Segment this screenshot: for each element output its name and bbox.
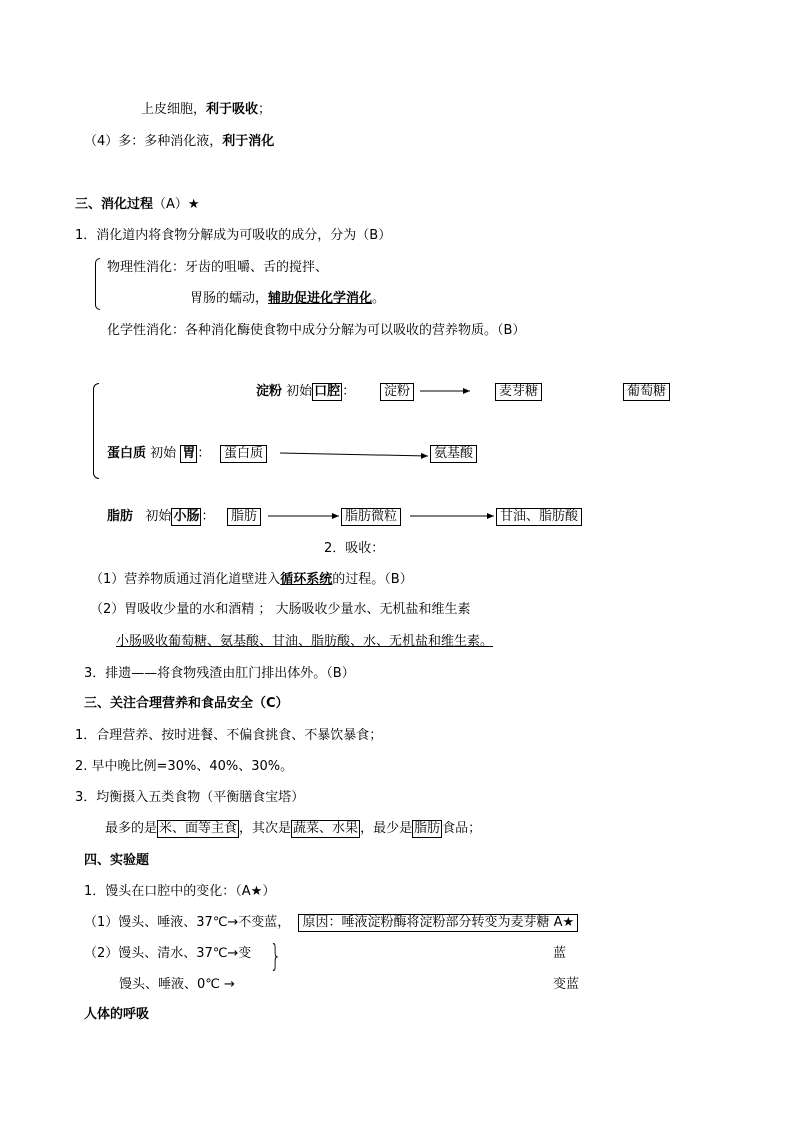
- section-title-digestion: 三、消化过程（A）★: [75, 197, 200, 212]
- digestion-intro: 1．消化道内将食物分解成为可吸收的成分，分为（B）: [75, 228, 392, 243]
- arrow-protein-amino: [280, 453, 428, 456]
- section-title-respiration: 人体的呼吸: [84, 1007, 150, 1022]
- experiment-p2: （1）馒头、唾液、37℃→不变蓝， 原因：唾液淀粉酶将淀粉部分转变为麦芽糖 A★: [84, 914, 578, 932]
- protein-box: 蛋白质: [220, 445, 267, 463]
- experiment-p3-result: 蓝: [553, 946, 567, 961]
- starch-row-label: 淀粉 初始 口腔 ：: [256, 384, 356, 399]
- fat-particle-box: 脂肪微粒: [341, 508, 401, 526]
- glycerol-fatty-acid-box: 甘油、脂肪酸: [496, 508, 582, 526]
- protein-row-label: 蛋白质 初始 胃 ：: [107, 446, 211, 461]
- experiment-p3: （2）馒头、清水、37℃→变: [84, 946, 252, 961]
- experiment-p1: 1．馒头在口腔中的变化：（A★）: [84, 884, 276, 899]
- experiment-p4: 馒头、唾液、0℃ →: [119, 977, 235, 992]
- glucose-box: 葡萄糖: [623, 383, 670, 401]
- line-epithelium: 上皮细胞，利于吸收；: [141, 102, 272, 117]
- fat-row-label: 脂肪 初始 小肠 ：: [107, 509, 215, 524]
- chemical-digestion: 化学性消化：各种消化酶使食物中成分分解为可以吸收的营养物质。（B）: [107, 323, 526, 338]
- nutrition-p4: 最多的是 米、面等主食 ，其次是 蔬菜、水果 ，最少是 脂肪 食品；: [105, 821, 482, 836]
- nutrition-p2: 2. 早中晚比例=30%、40%、30%。: [75, 759, 294, 774]
- absorption-title: 2．吸收：: [324, 541, 385, 556]
- amino-acid-box: 氨基酸: [430, 445, 477, 463]
- physical-digestion-cont: 胃肠的蠕动，辅助促进化学消化。: [190, 291, 386, 306]
- nutrition-p3: 3．均衡摄入五类食物（平衡膳食宝塔）: [75, 790, 305, 805]
- starch-box: 淀粉: [380, 383, 414, 401]
- absorption-p3: 小肠吸收葡萄糖、氨基酸、甘油、脂肪酸、水、无机盐和维生素。: [116, 634, 494, 649]
- absorption-p1: （1）营养物质通过消化道壁进入循环系统的过程。（B）: [90, 572, 413, 587]
- experiment-p4-result: 变蓝: [553, 977, 580, 992]
- absorption-p2: （2）胃吸收少量的水和酒精 ； 大肠吸收少量水、无机盐和维生素: [90, 602, 471, 617]
- section-title-experiment: 四、实验题: [84, 853, 150, 868]
- egestion: 3．排遗——将食物残渣由肛门排出体外。（B）: [84, 666, 355, 681]
- section-title-nutrition: 三、关注合理营养和食品安全（C）: [84, 696, 289, 711]
- line-digestive-juices: （4）多：多种消化液，利于消化: [84, 134, 275, 149]
- nutrition-p1: 1．合理营养、按时进餐、不偏食挑食、不暴饮暴食；: [75, 728, 383, 743]
- physical-digestion: 物理性消化：牙齿的咀嚼、舌的搅拌、: [107, 260, 329, 275]
- brace-right: }: [269, 939, 282, 974]
- brace-left-2: [93, 383, 99, 479]
- brace-left-1: [95, 258, 100, 310]
- maltose-box: 麦芽糖: [495, 383, 542, 401]
- fat-box: 脂肪: [227, 508, 261, 526]
